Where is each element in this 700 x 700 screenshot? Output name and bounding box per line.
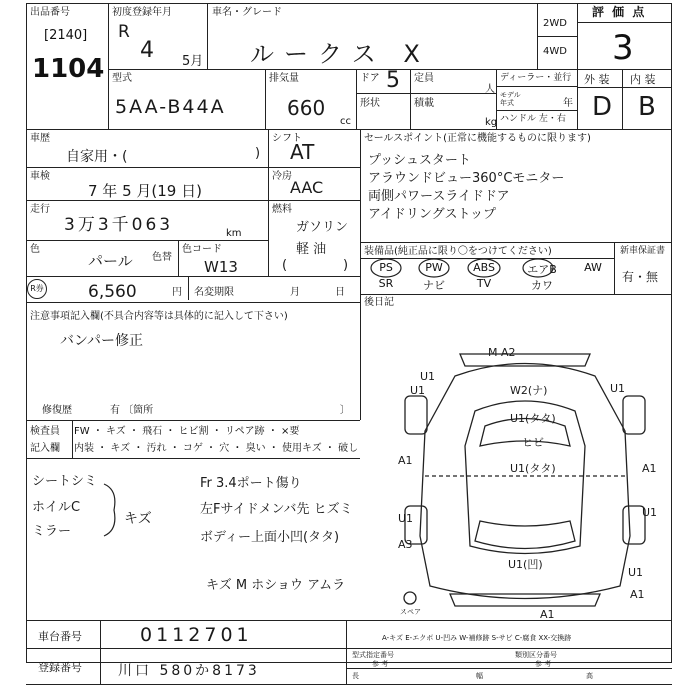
tire-fl bbox=[405, 396, 427, 434]
remark-right-1: Fr 3.4ポート傷り bbox=[200, 476, 302, 491]
score-label: 評 価 点 bbox=[592, 5, 647, 19]
mark-a1-right: A1 bbox=[642, 462, 657, 475]
first-reg-month: 5月 bbox=[182, 54, 204, 69]
divider bbox=[26, 276, 360, 277]
car-name-label: 車名・グレード bbox=[212, 7, 282, 18]
divider bbox=[108, 3, 109, 129]
first-reg-era: R bbox=[118, 22, 130, 42]
score-value: 3 bbox=[612, 28, 634, 68]
bumper-front bbox=[460, 354, 590, 366]
remark-left-1: シートシミ bbox=[32, 474, 98, 489]
class-number-label: 類別区分番号 bbox=[515, 651, 557, 659]
load-unit: kg bbox=[485, 117, 498, 128]
type-ref: 参 考 bbox=[372, 660, 389, 668]
recycle-label: R券 bbox=[30, 284, 44, 293]
year-unit: 年 bbox=[563, 98, 573, 109]
mark-u1-taa-1: U1(タタ) bbox=[510, 412, 556, 425]
divider bbox=[496, 86, 577, 87]
remark-left-3: ミラー bbox=[32, 524, 72, 539]
color-code-label: 色コード bbox=[182, 244, 222, 255]
inspector-label: 検査員 bbox=[30, 426, 60, 437]
divider bbox=[356, 93, 496, 94]
damage-legend: A-キズ E-エクボ U-凹み W-補修跡 S-サビ C-腐食 XX-交換跡 bbox=[382, 634, 572, 642]
type-number-label: 型式指定番号 bbox=[352, 651, 394, 659]
remark-right-4: キズ M ホショウ アムラ bbox=[206, 578, 346, 593]
displacement-label: 排気量 bbox=[269, 73, 299, 84]
inspection-value: 7 年 5 月(19 日) bbox=[88, 182, 202, 200]
drive-4wd: 4WD bbox=[543, 46, 567, 57]
rear-window bbox=[475, 521, 575, 549]
history-label: 車歴 bbox=[30, 133, 50, 144]
equip-ps: PS bbox=[379, 261, 393, 274]
divider bbox=[577, 69, 672, 70]
history-close: ) bbox=[255, 146, 261, 161]
interior-label: 内 装 bbox=[630, 73, 656, 86]
divider bbox=[72, 420, 73, 458]
circle-airbag bbox=[523, 259, 553, 277]
circle-abs bbox=[468, 259, 500, 277]
ac-value: AAC bbox=[290, 178, 324, 197]
equip-aw: AW bbox=[584, 261, 602, 274]
model-year-label: モデル年式 bbox=[500, 91, 521, 107]
equip-tv: TV bbox=[476, 277, 492, 290]
remark-brace bbox=[100, 480, 130, 540]
interior-grade: B bbox=[638, 92, 656, 122]
divider bbox=[26, 458, 360, 459]
divider bbox=[346, 668, 672, 669]
fuel-paren-close: ) bbox=[343, 258, 349, 273]
color-value: パール bbox=[88, 252, 133, 270]
warranty-label: 新車保証書 bbox=[620, 246, 666, 256]
mark-u1-taa-2: U1(タタ) bbox=[510, 462, 556, 475]
remark-left-2: ホイルC bbox=[32, 500, 81, 515]
registration-number: 川口 580か8173 bbox=[118, 663, 260, 679]
divider bbox=[26, 420, 360, 421]
capacity-label: 定員 bbox=[414, 73, 434, 84]
divider bbox=[577, 22, 672, 23]
tire-fr bbox=[623, 396, 645, 434]
history-value: 自家用・( bbox=[66, 149, 128, 165]
divider bbox=[26, 200, 360, 201]
divider bbox=[496, 110, 577, 111]
remark-mid: キズ bbox=[124, 511, 152, 527]
mark-u1-tl: U1 bbox=[420, 370, 436, 383]
warranty-value: 有・無 bbox=[622, 270, 659, 284]
height-label: 高 bbox=[586, 672, 593, 680]
mark-hibi: ヒビ bbox=[522, 436, 544, 449]
divider bbox=[496, 69, 497, 129]
divider bbox=[410, 93, 411, 129]
equip-airbag: エアB bbox=[527, 263, 557, 276]
equip-navi: ナビ bbox=[423, 279, 445, 292]
fuel-paren-open: ( bbox=[282, 258, 288, 273]
shape-label: 形状 bbox=[360, 98, 380, 109]
inspection-label: 車検 bbox=[30, 171, 50, 182]
recycle-unit: 円 bbox=[172, 287, 182, 298]
car-diagram bbox=[380, 336, 670, 626]
recorder-options: 内装 ・ キズ ・ 汚れ ・ コゲ ・ 穴 ・ 臭い ・ 使用キズ ・ 破し bbox=[74, 443, 359, 454]
inspector-options: FW ・ キズ ・ 飛石 ・ ヒビ割 ・ リペア跡 ・ ×要 bbox=[74, 426, 300, 437]
divider bbox=[26, 648, 672, 649]
mileage-value: 3万3千063 bbox=[64, 215, 174, 235]
lot-code: [2140] bbox=[44, 28, 88, 43]
remark-right-2: 左Fサイドメンバ先 ヒズミ bbox=[200, 502, 353, 517]
sales-point-2: アラウンドビュー360°Cモニター bbox=[368, 171, 565, 186]
brace-path bbox=[104, 484, 115, 536]
chassis-label: 車台番号 bbox=[38, 630, 82, 643]
model-code: 5AA-B44A bbox=[115, 96, 226, 118]
spare-label: スペア bbox=[400, 608, 421, 616]
divider bbox=[537, 36, 577, 37]
repair-history-close: 〕 bbox=[340, 405, 350, 416]
equip-sr: SR bbox=[378, 277, 394, 290]
rear-notes-label: 後日記 bbox=[364, 297, 394, 308]
fuel-label: 燃料 bbox=[272, 204, 292, 215]
mark-w2: W2(ナ) bbox=[510, 384, 548, 397]
dealer-label: ディーラー・並行 bbox=[500, 73, 572, 83]
ac-label: 冷房 bbox=[272, 171, 292, 182]
equipment-label: 装備品(純正品に限り〇をつけてください) bbox=[364, 246, 552, 257]
length-label: 長 bbox=[352, 672, 359, 680]
mark-u1-a: U1 bbox=[410, 384, 426, 397]
recycle-amount: 6,560 bbox=[88, 282, 137, 302]
divider bbox=[360, 294, 672, 295]
capacity-unit: 人 bbox=[485, 84, 495, 95]
divider bbox=[178, 240, 179, 276]
chassis-number: 0112701 bbox=[140, 624, 253, 646]
divider bbox=[26, 620, 672, 621]
divider bbox=[100, 620, 101, 684]
sales-point-4: アイドリングストップ bbox=[368, 207, 497, 222]
sales-point-1: プッシュスタート bbox=[368, 153, 471, 168]
repair-history-value: 有 〔箇所 bbox=[110, 405, 154, 416]
notes-label: 注意事項記入欄(不具合内容等は具体的に記入して下さい) bbox=[30, 311, 288, 322]
shift-value: AT bbox=[290, 140, 315, 164]
divider bbox=[346, 620, 347, 684]
color-label: 色 bbox=[30, 244, 40, 255]
mark-a1-bottom: A1 bbox=[540, 608, 555, 621]
mark-a3: A3 bbox=[398, 538, 413, 551]
name-change-day: 日 bbox=[335, 287, 345, 298]
divider bbox=[360, 302, 361, 420]
fuel-diesel: 軽 油 bbox=[296, 242, 327, 257]
divider bbox=[268, 129, 269, 276]
color-change-label: 色替 bbox=[152, 252, 172, 263]
divider bbox=[188, 276, 189, 300]
equip-pw: PW bbox=[425, 261, 443, 274]
first-reg-label: 初度登録年月 bbox=[112, 7, 172, 18]
mark-top: M A2 bbox=[488, 346, 516, 359]
equip-leather: カワ bbox=[531, 279, 553, 292]
mark-u1-right: U1 bbox=[642, 506, 658, 519]
equip-abs: ABS bbox=[473, 261, 495, 274]
mileage-label: 走行 bbox=[30, 204, 50, 215]
divider bbox=[108, 69, 577, 70]
divider bbox=[26, 684, 672, 685]
divider bbox=[207, 3, 208, 69]
divider bbox=[26, 240, 268, 241]
load-label: 積載 bbox=[414, 98, 434, 109]
sales-points-label: セールスポイント(正常に機能するものに限ります) bbox=[364, 133, 591, 144]
shift-label: シフト bbox=[272, 133, 302, 144]
notes-text: バンパー修正 bbox=[60, 333, 144, 349]
lot-number: 1104 bbox=[32, 54, 105, 84]
mark-a1-left: A1 bbox=[398, 454, 413, 467]
car-name: ルークス X bbox=[250, 40, 430, 68]
mark-u1-left: U1 bbox=[398, 512, 414, 525]
recorder-label: 記入欄 bbox=[30, 443, 60, 454]
mark-u1-fl: U1 bbox=[610, 382, 626, 395]
mark-a1-br: A1 bbox=[630, 588, 645, 601]
handle-label: ハンドル 左・右 bbox=[500, 114, 566, 124]
divider bbox=[26, 167, 360, 168]
divider bbox=[410, 69, 411, 93]
width-label: 幅 bbox=[476, 672, 483, 680]
divider bbox=[26, 129, 672, 130]
remark-right-3: ボディー上面小凹(タタ) bbox=[200, 530, 340, 545]
displacement-value: 660 bbox=[287, 96, 326, 120]
exterior-grade: D bbox=[592, 92, 613, 122]
sales-point-3: 両側パワースライドドア bbox=[368, 189, 510, 204]
recycle-badge bbox=[27, 279, 47, 299]
bumper-rear bbox=[450, 594, 600, 606]
color-code-value: W13 bbox=[204, 258, 238, 276]
drive-2wd: 2WD bbox=[543, 18, 567, 29]
lot-label: 出品番号 bbox=[30, 7, 70, 18]
spare-tire bbox=[404, 592, 416, 604]
mileage-unit: km bbox=[226, 228, 242, 239]
divider bbox=[356, 69, 357, 129]
divider bbox=[265, 69, 266, 129]
door-count: 5 bbox=[386, 68, 400, 93]
name-change-month: 月 bbox=[290, 287, 300, 298]
mark-u1-dent: U1(凹) bbox=[508, 558, 543, 571]
registration-label: 登録番号 bbox=[38, 661, 82, 674]
model-label: 型式 bbox=[112, 73, 132, 84]
class-ref: 参 考 bbox=[535, 660, 552, 668]
divider bbox=[26, 302, 360, 303]
repair-history-label: 修復歴 bbox=[42, 405, 72, 416]
divider bbox=[622, 69, 623, 129]
exterior-label: 外 装 bbox=[584, 73, 610, 86]
door-label: ドア bbox=[360, 73, 380, 84]
divider bbox=[577, 87, 672, 88]
fuel-gas: ガソリン bbox=[296, 220, 349, 235]
name-change-label: 名変期限 bbox=[194, 287, 234, 298]
equip-circles bbox=[360, 242, 672, 312]
first-reg-year: 4 bbox=[140, 38, 154, 63]
circle-pw bbox=[419, 259, 449, 277]
displacement-unit: cc bbox=[340, 116, 351, 127]
mark-u1-br: U1 bbox=[628, 566, 644, 579]
circle-ps bbox=[371, 259, 401, 277]
